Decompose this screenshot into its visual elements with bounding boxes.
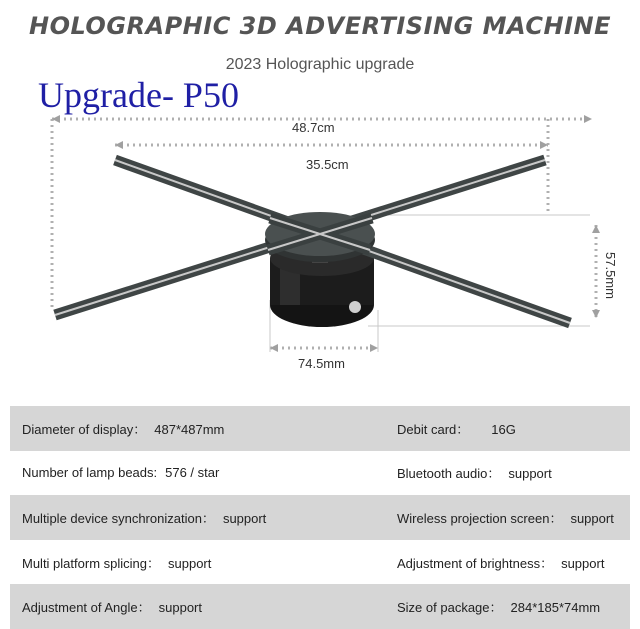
spec-label: Debit card： bbox=[397, 421, 470, 437]
spec-label: Wireless projection screen： bbox=[397, 510, 563, 526]
spec-value: 576 / star bbox=[165, 465, 220, 481]
base-width-label: 74.5mm bbox=[298, 356, 345, 371]
page-subtitle: 2023 Holographic upgrade bbox=[225, 56, 415, 73]
spec-label: Multi platform splicing： bbox=[22, 555, 160, 571]
spec-value: support bbox=[168, 555, 212, 571]
spec-value: support bbox=[158, 600, 203, 616]
spec-label: Adjustment of Angle： bbox=[22, 600, 151, 616]
outer-width-label: 48.7cm bbox=[292, 120, 335, 135]
spec-label: Adjustment of brightness： bbox=[397, 555, 554, 571]
spec-value: 487*487mm bbox=[154, 421, 225, 437]
page-title: HOLOGRAPHIC 3D ADVERTISING MACHINE bbox=[29, 12, 611, 40]
spec-value: support bbox=[222, 510, 267, 526]
table-row bbox=[10, 584, 630, 629]
spec-value: 16G bbox=[491, 421, 516, 437]
spec-value: support bbox=[508, 466, 552, 482]
table-row bbox=[10, 406, 630, 451]
spec-label: Diameter of display： bbox=[22, 421, 147, 437]
spec-label: Bluetooth audio： bbox=[397, 466, 501, 482]
spec-label: Multiple device synchronization： bbox=[22, 510, 215, 526]
height-label: 57.5mm bbox=[603, 252, 618, 299]
model-name: Upgrade- P50 bbox=[38, 75, 239, 115]
spec-table bbox=[10, 406, 630, 629]
table-row bbox=[10, 540, 630, 585]
table-row bbox=[10, 451, 630, 496]
spec-label: Size of package： bbox=[397, 600, 503, 616]
table-row bbox=[10, 495, 630, 540]
inner-width-label: 35.5cm bbox=[306, 157, 349, 172]
spec-value: 284*185*74mm bbox=[510, 600, 601, 616]
spec-value: support bbox=[570, 510, 614, 526]
spec-value: support bbox=[561, 555, 605, 571]
spec-label: Number of lamp beads: bbox=[22, 465, 158, 481]
